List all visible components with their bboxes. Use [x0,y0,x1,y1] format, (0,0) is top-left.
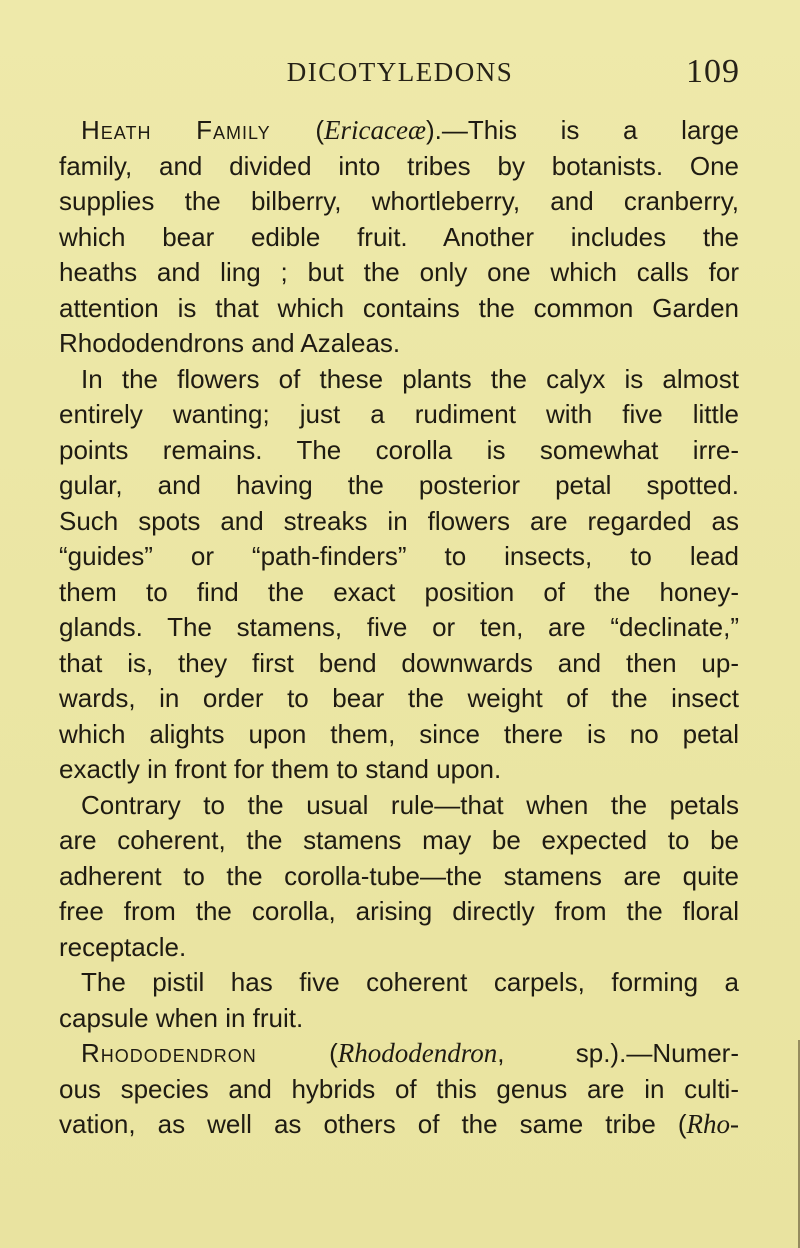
text-line: that is, they first bend downwards and then up- [59,647,739,678]
body-text [59,113,739,1143]
botanical-name-fragment: Rho- [686,1109,739,1139]
running-head [0,52,800,92]
running-title: DICOTYLEDONS [286,57,514,87]
page-number: 109 [686,53,740,90]
text-line: gular, and having the posterior petal spotted. [59,470,739,500]
botanical-name-ericaceae: Ericaceæ [324,115,426,145]
text-line: exactly in front for them to stand upon. [59,754,502,784]
text-line: In the flowers of these plants the calyx is almost [81,363,739,394]
section-heading-heath-family: Heath Family [81,115,316,145]
text-segment: vation, as well as others of the same tribe ( [59,1109,687,1139]
text-line: glands. The stamens, five or ten, are “declinate,” [59,612,739,642]
text-line: attention is that which contains the common Garden [59,292,739,323]
text-segment: , sp.).—Numer- [497,1038,739,1068]
text-line: The pistil has five coherent carpels, forming a [81,967,739,997]
section-heading-rhododendron: Rhododendron [81,1038,330,1068]
text-line: which bear edible fruit. Another includes the [59,221,739,252]
text-segment: ).—This is a large [425,115,739,145]
text-line: capsule when in fruit. [59,1002,304,1033]
text-line: family, and divided into tribes by botanists. One [59,150,739,181]
text-line: entirely wanting; just a rudiment with five little [59,399,739,429]
text-line [59,113,739,149]
text-line: which alights upon them, since there is no petal [59,718,739,749]
text-line: “guides” or “path-finders” to insects, to lead [59,541,739,571]
text-line [59,1107,739,1143]
text-line: heaths and ling ; but the only one which calls for [59,257,739,287]
text-line: receptacle. [59,931,187,962]
text-line: are coherent, the stamens may be expected to be [59,825,739,855]
text-line: supplies the bilberry, whortleberry, and cranberry, [59,186,739,216]
text-line: wards, in order to bear the weight of the insect [59,683,739,713]
text-line: free from the corolla, arising directly from the floral [59,896,739,926]
text-segment: ( [315,115,324,145]
botanical-name-rhododendron: Rhododendron [337,1038,498,1068]
text-line: Contrary to the usual rule—that when the petals [81,789,739,820]
text-line: ous species and hybrids of this genus are in culti- [59,1073,739,1104]
text-line: Such spots and streaks in flowers are regarded as [59,505,739,536]
text-line: them to find the exact position of the honey- [59,576,739,607]
text-line: Rhododendrons and Azaleas. [59,328,401,358]
text-line: adherent to the corolla-tube—the stamens are quite [59,860,739,891]
text-segment: ( [329,1038,338,1068]
text-line: points remains. The corolla is somewhat irre- [59,434,739,465]
text-line [59,1036,739,1072]
